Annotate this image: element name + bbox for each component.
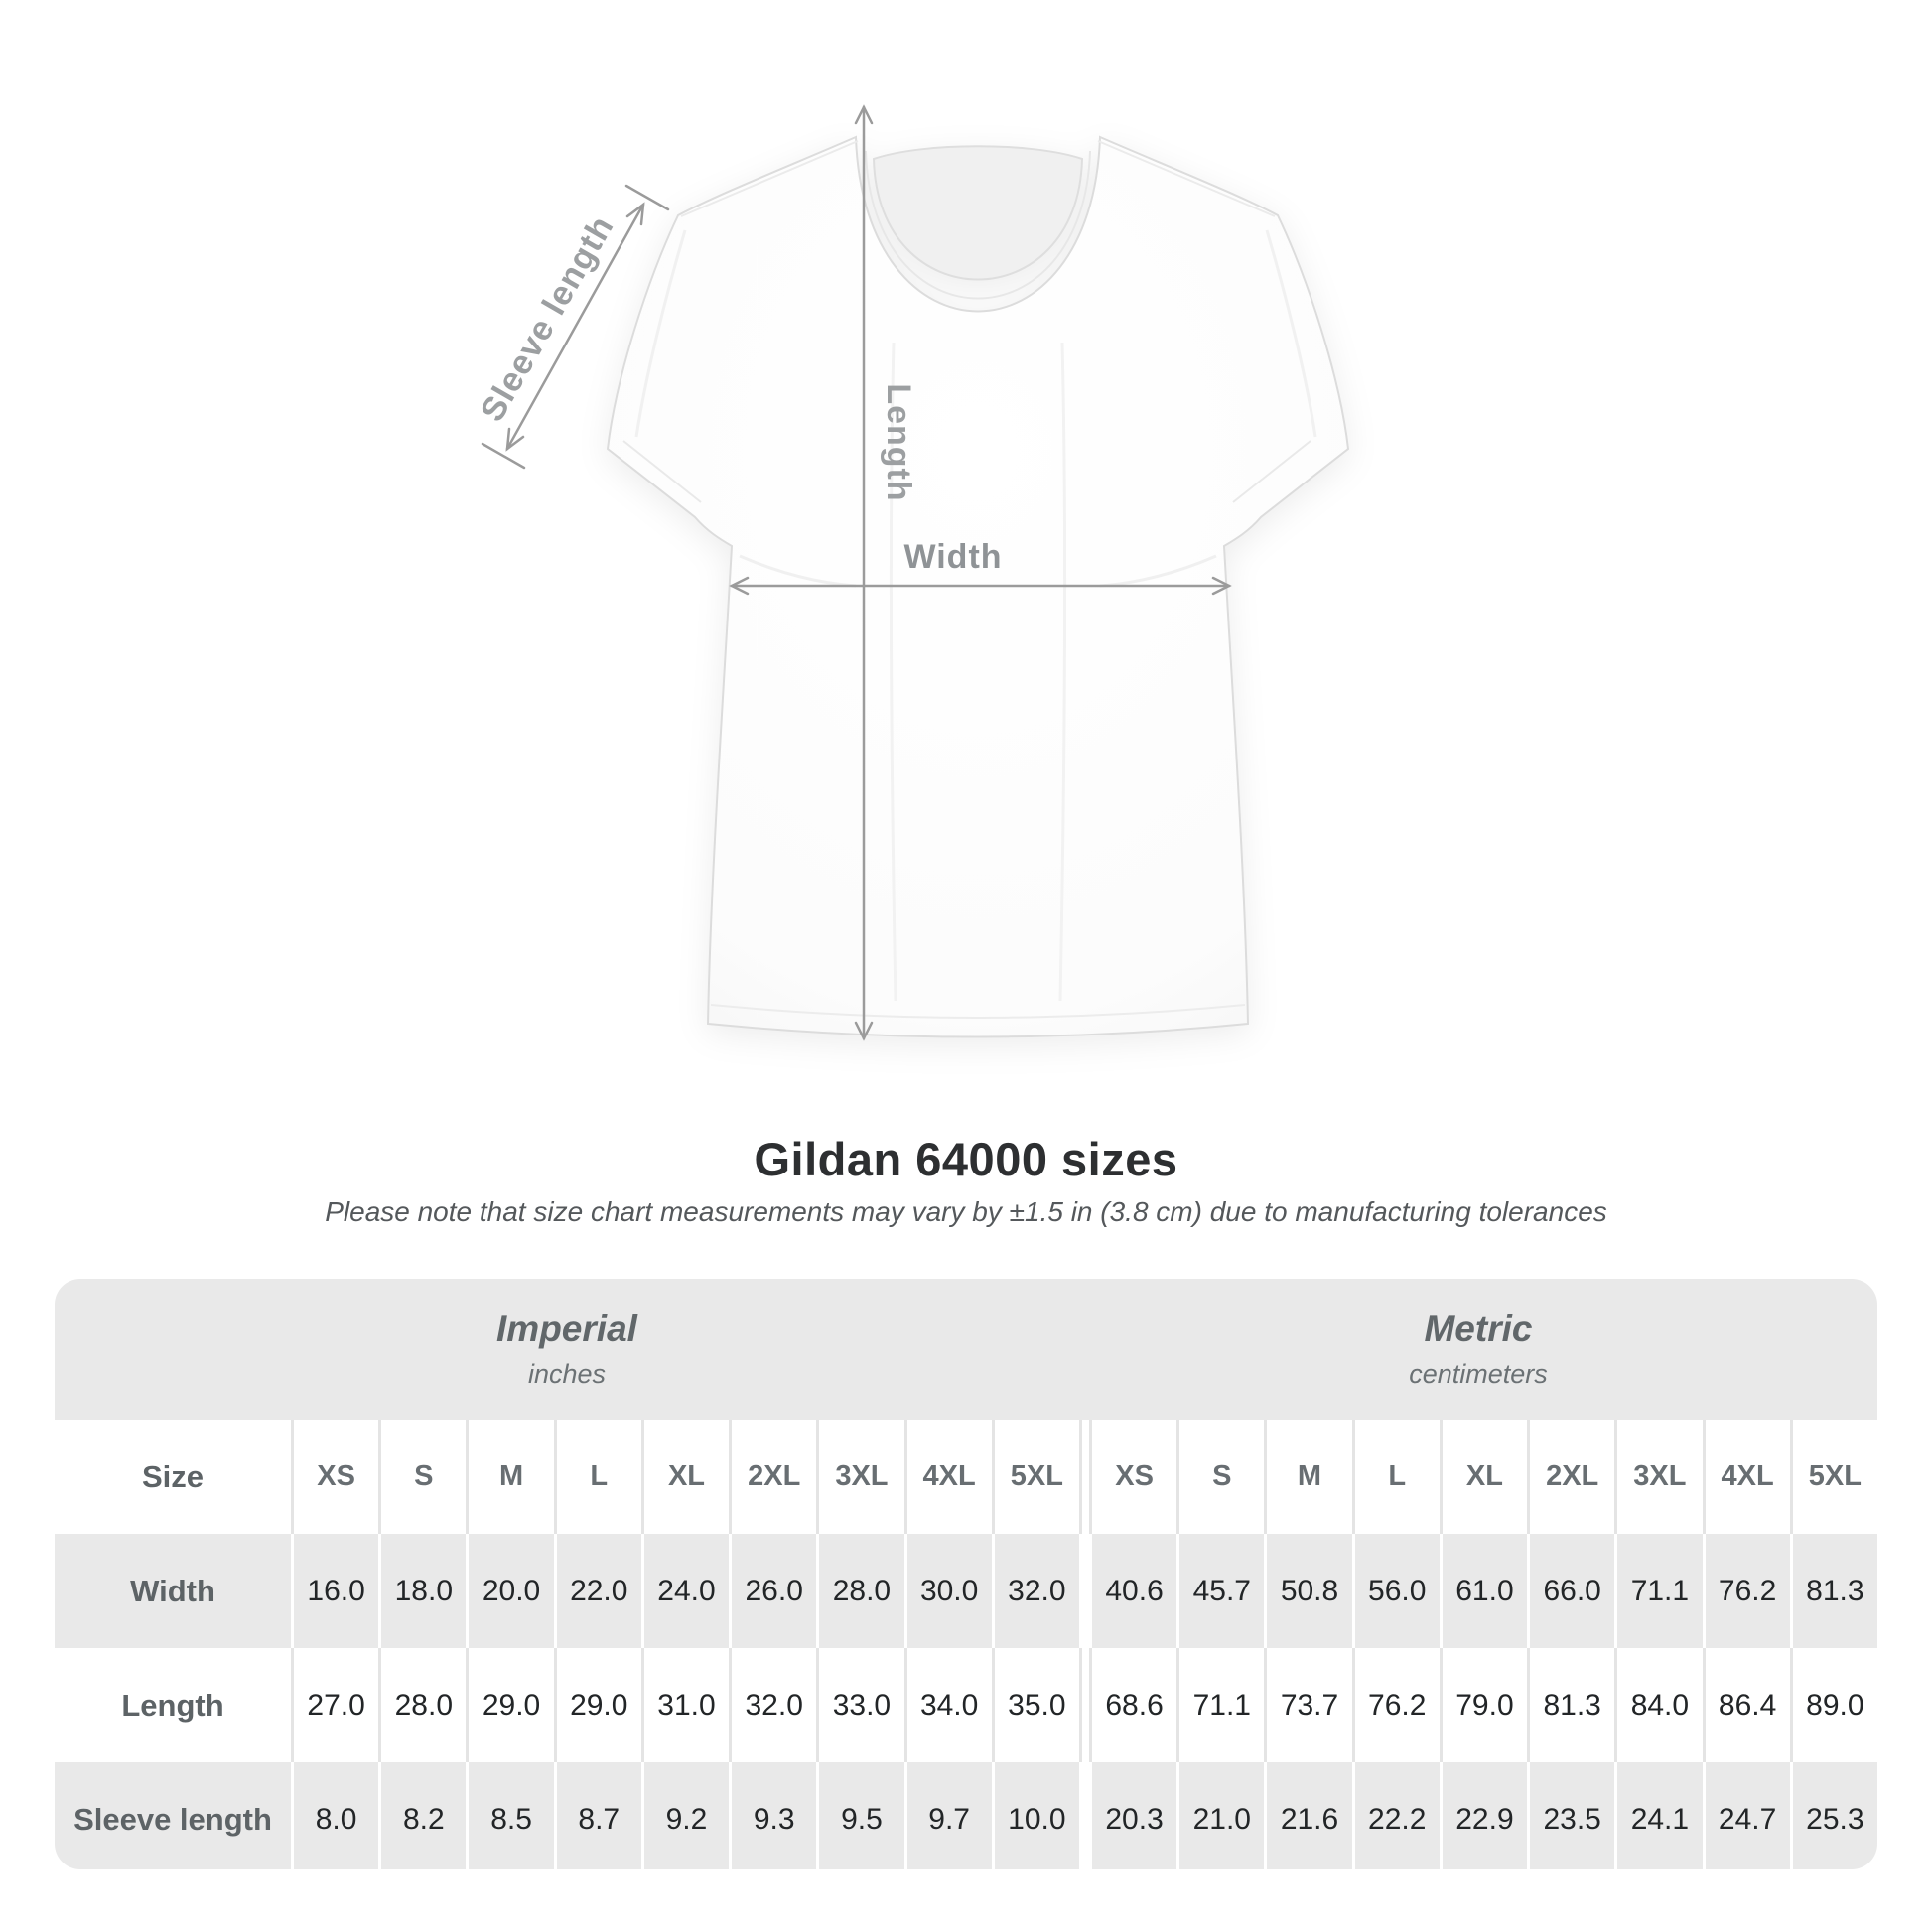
value-metric: 50.8 (1264, 1534, 1351, 1648)
unit-system-divider (1079, 1762, 1089, 1869)
size-header-imperial: XL (641, 1420, 729, 1534)
unit-header-row (55, 1279, 1877, 1420)
page-title: Gildan 64000 sizes (754, 1133, 1178, 1185)
value-metric: 20.3 (1089, 1762, 1176, 1869)
value-metric: 24.7 (1703, 1762, 1790, 1869)
size-header-imperial: M (466, 1420, 553, 1534)
size-table (55, 1279, 1877, 1869)
value-metric: 23.5 (1527, 1762, 1614, 1869)
value-metric: 79.0 (1440, 1648, 1527, 1762)
value-metric: 71.1 (1176, 1648, 1264, 1762)
value-imperial: 9.3 (729, 1762, 816, 1869)
value-metric: 76.2 (1352, 1648, 1440, 1762)
size-header-metric: 3XL (1614, 1420, 1702, 1534)
size-header-metric: XL (1440, 1420, 1527, 1534)
metric-header (1079, 1279, 1877, 1420)
row-label-width: Width (55, 1534, 291, 1648)
value-imperial: 22.0 (554, 1534, 641, 1648)
value-imperial: 8.2 (378, 1762, 466, 1869)
value-metric: 61.0 (1440, 1534, 1527, 1648)
value-metric: 89.0 (1790, 1648, 1877, 1762)
value-metric: 21.0 (1176, 1762, 1264, 1869)
value-imperial: 8.5 (466, 1762, 553, 1869)
value-metric: 22.9 (1440, 1762, 1527, 1869)
value-metric: 84.0 (1614, 1648, 1702, 1762)
size-header-imperial: 3XL (816, 1420, 903, 1534)
width-label: Width (903, 538, 1003, 576)
size-header-metric: M (1264, 1420, 1351, 1534)
value-metric: 71.1 (1614, 1534, 1702, 1648)
size-header-metric: 2XL (1527, 1420, 1614, 1534)
unit-system-divider (1079, 1534, 1089, 1648)
value-imperial: 32.0 (992, 1534, 1079, 1648)
value-metric: 66.0 (1527, 1534, 1614, 1648)
value-metric: 22.2 (1352, 1762, 1440, 1869)
size-header-imperial: 2XL (729, 1420, 816, 1534)
value-imperial: 20.0 (466, 1534, 553, 1648)
value-imperial: 9.5 (816, 1762, 903, 1869)
size-header-imperial: S (378, 1420, 466, 1534)
value-metric: 25.3 (1790, 1762, 1877, 1869)
value-imperial: 33.0 (816, 1648, 903, 1762)
row-label-length: Length (55, 1648, 291, 1762)
value-imperial: 8.7 (554, 1762, 641, 1869)
size-header-metric: XS (1089, 1420, 1176, 1534)
value-imperial: 26.0 (729, 1534, 816, 1648)
value-metric: 76.2 (1703, 1534, 1790, 1648)
value-metric: 68.6 (1089, 1648, 1176, 1762)
value-metric: 73.7 (1264, 1648, 1351, 1762)
value-imperial: 28.0 (378, 1648, 466, 1762)
sleeve-length-row (55, 1762, 1877, 1869)
value-imperial: 34.0 (904, 1648, 992, 1762)
value-metric: 81.3 (1527, 1648, 1614, 1762)
value-imperial: 29.0 (554, 1648, 641, 1762)
value-metric: 24.1 (1614, 1762, 1702, 1869)
size-row-label: Size (55, 1420, 291, 1534)
value-imperial: 18.0 (378, 1534, 466, 1648)
metric-title: Metric (1424, 1309, 1533, 1349)
value-imperial: 35.0 (992, 1648, 1079, 1762)
value-imperial: 8.0 (291, 1762, 378, 1869)
value-metric: 21.6 (1264, 1762, 1351, 1869)
unit-system-divider (1079, 1420, 1089, 1534)
value-imperial: 9.7 (904, 1762, 992, 1869)
value-metric: 45.7 (1176, 1534, 1264, 1648)
size-header-imperial: 5XL (992, 1420, 1079, 1534)
length-label: Length (880, 383, 918, 502)
imperial-title: Imperial (496, 1309, 637, 1349)
size-header-metric: L (1352, 1420, 1440, 1534)
value-imperial: 31.0 (641, 1648, 729, 1762)
value-imperial: 28.0 (816, 1534, 903, 1648)
size-header-imperial: XS (291, 1420, 378, 1534)
value-imperial: 10.0 (992, 1762, 1079, 1869)
tolerance-note: Please note that size chart measurements may vary by ±1.5 in (3.8 cm) due to manufacturing tolerances (325, 1196, 1607, 1227)
unit-system-divider (1079, 1648, 1089, 1762)
size-header-row (55, 1420, 1877, 1534)
size-header-metric: 4XL (1703, 1420, 1790, 1534)
value-imperial: 32.0 (729, 1648, 816, 1762)
value-metric: 56.0 (1352, 1534, 1440, 1648)
value-imperial: 29.0 (466, 1648, 553, 1762)
value-metric: 81.3 (1790, 1534, 1877, 1648)
imperial-unit: inches (527, 1359, 606, 1389)
size-header-imperial: L (554, 1420, 641, 1534)
sleeve-length-label: Sleeve length (473, 208, 621, 429)
size-header-metric: 5XL (1790, 1420, 1877, 1534)
width-row (55, 1534, 1877, 1648)
size-header-metric: S (1176, 1420, 1264, 1534)
value-imperial: 30.0 (904, 1534, 992, 1648)
value-imperial: 27.0 (291, 1648, 378, 1762)
metric-unit: centimeters (1409, 1359, 1548, 1389)
row-label-sleeve-length: Sleeve length (55, 1762, 291, 1869)
value-imperial: 16.0 (291, 1534, 378, 1648)
value-metric: 40.6 (1089, 1534, 1176, 1648)
value-imperial: 24.0 (641, 1534, 729, 1648)
value-metric: 86.4 (1703, 1648, 1790, 1762)
length-row (55, 1648, 1877, 1762)
value-imperial: 9.2 (641, 1762, 729, 1869)
imperial-header (55, 1279, 1079, 1420)
collar-opening (874, 146, 1082, 279)
size-header-imperial: 4XL (904, 1420, 992, 1534)
